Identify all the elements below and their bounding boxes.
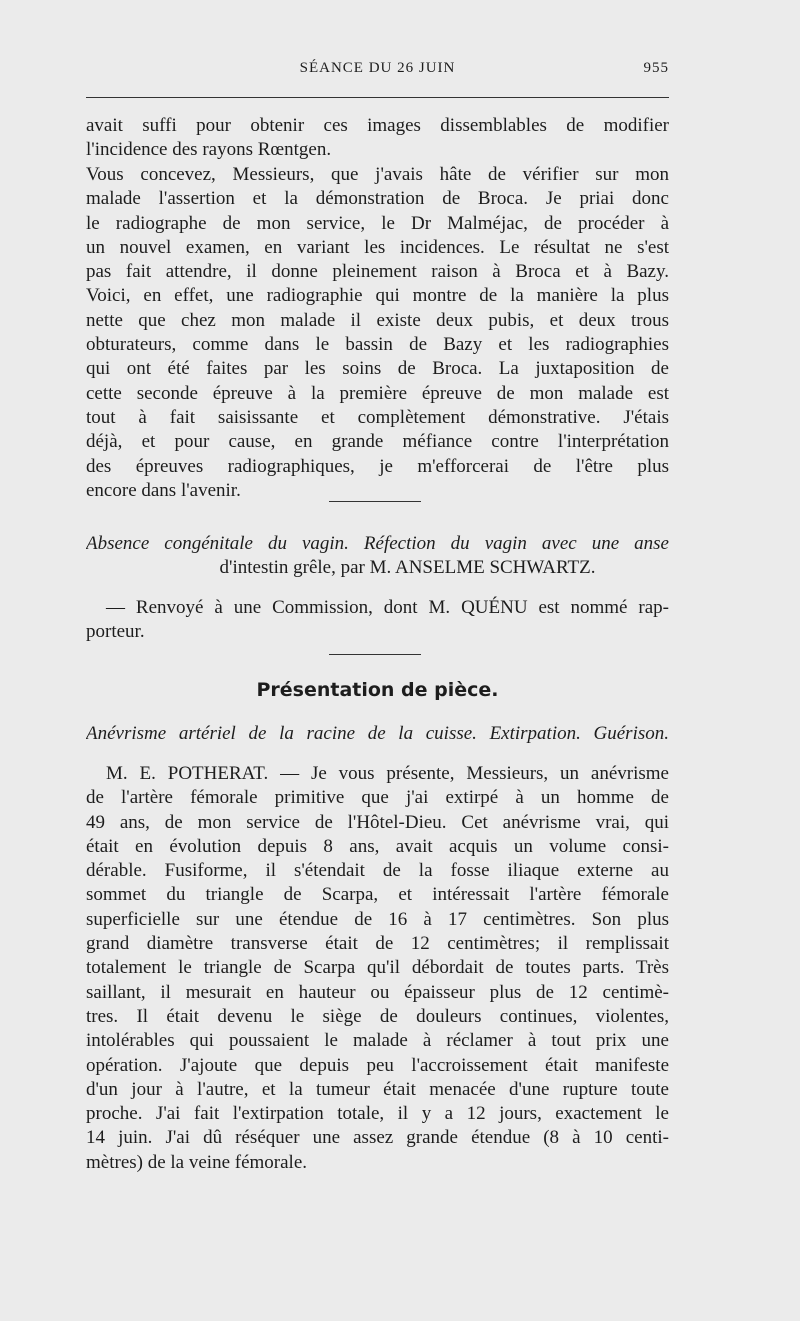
text-line: des épreuves radiographiques, je m'efforcerai de l'être plus	[86, 455, 669, 477]
paragraph-radiography	[86, 163, 669, 503]
text-line: malade l'assertion et la démonstration de Broca. Je priai donc	[86, 188, 669, 210]
text-line: Vous concevez, Messieurs, que j'avais hâte de vérifier sur mon	[86, 164, 669, 185]
text-line: d'un jour à l'autre, et la tumeur était menacée d'une rupture toute	[86, 1078, 669, 1100]
text-line: grand diamètre transverse était de 12 centimètres; il remplissait	[86, 933, 669, 955]
text-line: le radiographe de mon service, le Dr Malméjac, de procéder à	[86, 212, 669, 234]
header-rule	[86, 97, 669, 98]
text-line: de l'artère fémorale primitive que j'ai extirpé à un homme de	[86, 787, 669, 809]
separator-rule	[329, 501, 421, 502]
case-title	[86, 722, 669, 746]
page-number: 955	[643, 60, 669, 76]
page-header	[86, 60, 669, 82]
section-heading: Présentation de pièce.	[256, 679, 499, 701]
text-line: l'incidence des rayons Rœntgen.	[86, 139, 332, 161]
text-line: — Renvoyé à une Commission, dont M. QUÉNU est nommé rap-	[106, 597, 669, 618]
text-line: totalement le triangle de Scarpa qu'il débordait de toutes parts. Très	[86, 957, 669, 979]
text-line: mètres) de la veine fémorale.	[86, 1151, 308, 1173]
text-line: saillant, il mesurait en hauteur ou épaisseur plus de 12 centimè-	[86, 981, 669, 1003]
text-line: nette que chez mon malade il existe deux pubis, et deux trous	[86, 309, 669, 331]
text-line: qui ont été faites par les soins de Broca. La juxtaposition de	[86, 358, 669, 380]
text-line: encore dans l'avenir.	[86, 479, 241, 501]
text-line: M. E. POTHERAT. — Je vous présente, Messieurs, un anévrisme	[106, 763, 669, 784]
text-line: avait suffi pour obtenir ces images dissemblables de modifier	[86, 115, 669, 136]
paragraph-continuation	[86, 114, 669, 163]
text-line: pas fait attendre, il donne pleinement raison à Broca et à Bazy.	[86, 261, 669, 283]
text-line: d'intestin grêle, par M. ANSELME SCHWARTZ.	[219, 557, 596, 579]
text-line: opération. J'ajoute que depuis peu l'accroissement était manifeste	[86, 1054, 669, 1076]
text-line: tout à fait saisissante et complètement démonstrative. J'étais	[86, 406, 669, 428]
separator-rule	[329, 654, 421, 655]
text-line: cette seconde épreuve à la première épreuve de mon malade est	[86, 382, 669, 404]
text-line: porteur.	[86, 621, 145, 643]
text-line: un nouvel examen, en variant les incidences. Le résultat ne s'est	[86, 236, 669, 258]
text-line: tres. Il était devenu le siège de douleurs continues, violentes,	[86, 1005, 669, 1027]
text-line: 49 ans, de mon service de l'Hôtel-Dieu. Cet anévrisme vrai, qui	[86, 811, 669, 833]
running-title: SÉANCE DU 26 JUIN	[299, 60, 456, 76]
text-line: Voici, en effet, une radiographie qui montre de la manière la plus	[86, 285, 669, 307]
text-line: obturateurs, comme dans le bassin de Bazy et les radiographies	[86, 334, 669, 356]
text-line: Anévrisme artériel de la racine de la cuisse. Extirpation. Guérison.	[86, 723, 669, 744]
paragraph-case-report	[86, 762, 669, 1175]
text-line: déjà, et pour cause, en grande méfiance contre l'interprétation	[86, 431, 669, 453]
text-line: intolérables qui poussaient le malade à réclamer à tout prix une	[86, 1030, 669, 1052]
text-line: 14 juin. J'ai dû réséquer une assez grande étendue (8 à 10 centi-	[86, 1127, 669, 1149]
communication-title	[86, 532, 669, 581]
text-line: était en évolution depuis 8 ans, avait acquis un volume consi-	[86, 835, 669, 857]
text-line: sommet du triangle de Scarpa, et intéressait l'artère fémorale	[86, 884, 669, 906]
text-line: proche. J'ai fait l'extirpation totale, il y a 12 jours, exactement le	[86, 1103, 669, 1125]
text-line: dérable. Fusiforme, il s'étendait de la fosse iliaque externe au	[86, 860, 669, 882]
text-line: superficielle sur une étendue de 16 à 17 centimètres. Son plus	[86, 908, 669, 930]
text-line: Absence congénitale du vagin. Réfection du vagin avec une anse	[86, 533, 669, 554]
referral-note	[86, 596, 669, 645]
